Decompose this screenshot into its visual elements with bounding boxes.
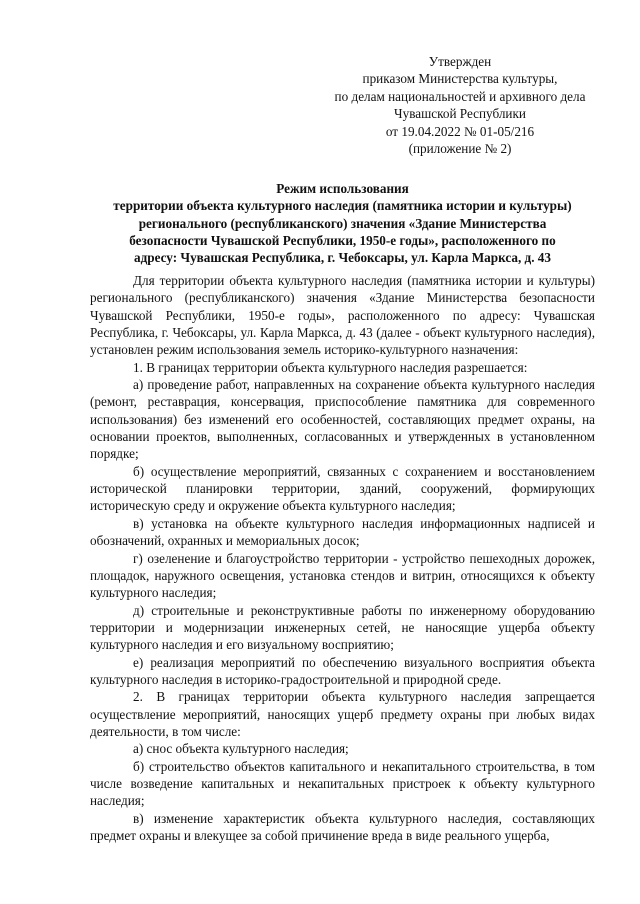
body-paragraph: в) установка на объекте культурного наследия информационных надписей и обозначений, охранных и мемориальных досок; — [90, 515, 595, 549]
body-paragraph: 1. В границах территории объекта культурного наследия разрешается: — [133, 359, 528, 375]
document-body — [90, 272, 595, 844]
approval-line: Чувашской Республики — [394, 106, 526, 122]
body-paragraph: в) изменение характеристик объекта культурного наследия, составляющих предмет охраны и влекущее за собой причинение вреда в виде реального ущерба, — [90, 810, 595, 843]
approval-line: по делам национальностей и архивного дела — [334, 88, 586, 104]
title-line: адресу: Чувашская Республика, г. Чебоксары, ул. Карла Маркса, д. 43 — [134, 250, 551, 266]
body-paragraph: Для территории объекта культурного наследия (памятника истории и культуры) регионального (республиканского) значения «Здание Министерства безопасности Чувашской Республики, 1950-е годы», расположенного по адресу: Чувашская Республика, г. Чебоксары, ул. Карла Маркса, д. 43 (далее - объект культурного наследия), установлен режим использования земель историко-культурного назначения: — [90, 273, 595, 358]
title-line: безопасности Чувашской Республики, 1950-е годы», расположенного по — [129, 232, 556, 248]
approval-block — [300, 53, 620, 157]
title-line: территории объекта культурного наследия (памятника истории и культуры) — [113, 198, 572, 214]
body-paragraph: д) строительные и реконструктивные работы по инженерному оборудованию территории и модернизации инженерных сетей, не наносящие ущерба объекту культурного наследия и его визуальному восприятию; — [90, 602, 595, 653]
approval-line: приказом Министерства культуры, — [362, 71, 558, 87]
body-paragraph: а) проведение работ, направленных на сохранение объекта культурного наследия (ремонт, реставрация, консервация, приспособление памятника для современного использования) без изменений его особенностей, составляющих предмет охраны, на основании проектов, выполненных, согласованных и утвержденных в установленном порядке; — [90, 377, 595, 462]
body-paragraph: 2. В границах территории объекта культурного наследия запрещается осуществление мероприятий, наносящих ущерб предмету охраны при любых видах деятельности, в том числе: — [90, 689, 595, 739]
body-paragraph: е) реализация мероприятий по обеспечению визуального восприятия объекта культурного наследия в историко-градостроительной и природной среде. — [90, 654, 595, 687]
approval-line: Утвержден — [428, 54, 492, 69]
body-paragraph: а) снос объекта культурного наследия; — [133, 741, 349, 757]
document-title — [60, 180, 625, 266]
title-line: регионального (республиканского) значения «Здание Министерства — [138, 215, 547, 231]
approval-line: (приложение № 2) — [408, 141, 512, 157]
body-paragraph: б) осуществление мероприятий, связанных с сохранением и восстановлением исторической планировки территории, зданий, сооружений, формирующих историческую среду и окружение объекта культурного наследия; — [90, 463, 595, 514]
title-line: Режим использования — [276, 181, 409, 196]
body-paragraph: г) озеленение и благоустройство территории - устройство пешеходных дорожек, площадок, наружного освещения, установка стендов и витрин, относящихся к объекту культурного наследия; — [90, 550, 595, 601]
body-paragraph: б) строительство объектов капитального и некапитального строительства, в том числе возведение капитальных и некапитальных пристроек к объекту культурного наследия; — [90, 758, 595, 809]
approval-line: от 19.04.2022 № 01-05/216 — [385, 123, 535, 139]
